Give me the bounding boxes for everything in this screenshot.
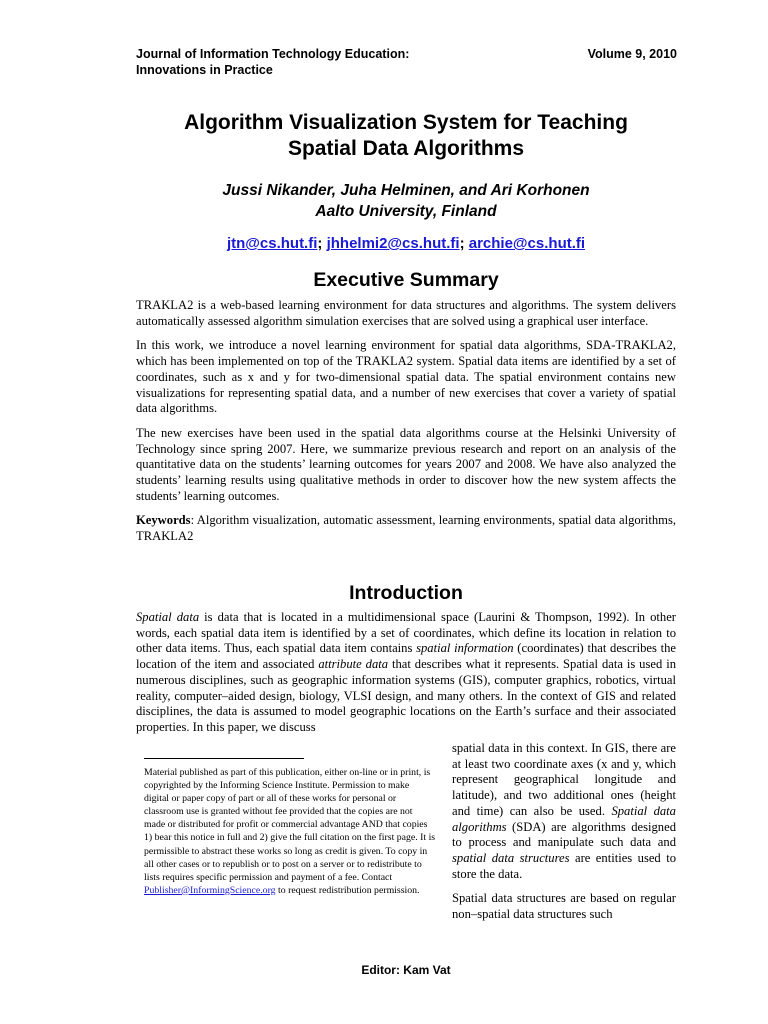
- author-affiliation: Aalto University, Finland: [315, 203, 497, 220]
- editor-credit: Editor: Kam Vat: [361, 963, 451, 977]
- volume-label: Volume 9, 2010: [587, 47, 677, 61]
- summary-paragraph: TRAKLA2 is a web-based learning environment for data structures and algorithms. The system delivers automatically assessed algorithm simulation exercises that are solved using a graphical user interface.: [136, 298, 676, 328]
- intro-paragraph: spatial data in this context. In GIS, there are at least two coordinate axes (x and y, which represent geographical longitude and latitude), and two additional ones (height and time) can also be used. Spatial data algorithms (SDA) are algorithms designed to process and manipulate such data and spatial data structures are entities used to store the data.: [452, 741, 676, 881]
- term-spatial-data-structures: spatial data structures: [452, 850, 570, 865]
- author-emails: [120, 234, 692, 254]
- author-names: Jussi Nikander, Juha Helminen, and Ari Korhonen: [222, 182, 590, 199]
- keywords-label: Keywords: [136, 513, 191, 528]
- email-link-nikander[interactable]: jtn@cs.hut.fi: [226, 235, 318, 252]
- journal-title-line1: Journal of Information Technology Education:: [136, 47, 410, 61]
- publisher-email-link[interactable]: Publisher@InformingScience.org: [144, 884, 276, 896]
- summary-paragraph: In this work, we introduce a novel learning environment for spatial data algorithms, SDA-TRAKLA2, which has been implemented on top of the TRAKLA2 system. Spatial data items are identified by a set of coordinates, such as x and y for two-dimensional spatial data. The spatial environment contains new visualizations for representing spatial data, and a number of new exercises that cover a variety of spatial data algorithms.: [136, 338, 676, 416]
- term-spatial-data-algorithms: Spatial data algorithms: [452, 803, 676, 834]
- introduction-right-column: [452, 741, 676, 923]
- summary-paragraph: The new exercises have been used in the spatial data algorithms course at the Helsinki University of Technology since spring 2007. Here, we summarize previous research and report on an analysis of the quantitative data on the students’ learning outcomes for years 2007 and 2008. We have also analyzed the students’ learning results using qualitative methods in order to discover how the new system affects the students’ learning outcomes.: [136, 425, 676, 503]
- term-spatial-information: spatial information: [416, 641, 514, 656]
- keywords: [136, 513, 676, 544]
- intro-paragraph: Spatial data structures are based on regular non–spatial data structures such: [452, 891, 676, 922]
- executive-summary-body: [136, 298, 676, 545]
- paper-title-line2: Spatial Data Algorithms: [287, 137, 525, 160]
- email-link-helminen[interactable]: jhhelmi2@cs.hut.fi: [326, 235, 460, 252]
- email-separator: ;: [317, 235, 327, 252]
- introduction-heading: Introduction: [349, 582, 463, 604]
- email-separator: ;: [459, 235, 469, 252]
- paper-title: [120, 110, 692, 162]
- term-attribute-data: attribute data: [318, 657, 389, 672]
- journal-title: [136, 46, 556, 78]
- keywords-text: : Algorithm visualization, automatic assessment, learning environments, spatial data algorithms, TRAKLA2: [136, 513, 676, 544]
- email-link-korhonen[interactable]: archie@cs.hut.fi: [468, 235, 586, 252]
- introduction-body: [136, 610, 676, 736]
- paper-title-line1: Algorithm Visualization System for Teaching: [184, 111, 628, 134]
- footnote-divider: [144, 758, 304, 759]
- copyright-footnote: Material published as part of this publication, either on-line or in print, is copyrighted by the Informing Science Institute. Permission to make digital or paper copy of part or all of these works for personal or classroom use is granted without fee provided that the copies are not made or distributed for profit or commercial advantage AND that copies 1) bear this notice in full and 2) give the full citation on the first page. It is permissible to abstract these works so long as credit is given. To copy in all other cases or to republish or to post on a server or to redistribute to lists requires specific permission and payment of a fee. Contact Publisher@InformingScience.org to request redistribution permission.: [144, 767, 436, 896]
- executive-summary-heading: Executive Summary: [313, 269, 499, 291]
- author-block: [120, 180, 692, 222]
- term-spatial-data: Spatial data: [136, 610, 200, 624]
- intro-paragraph: Spatial data is data that is located in a multidimensional space (Laurini & Thompson, 1992). In other words, each spatial data item is identified by a set of coordinates, which define its location in relation to other data items. Thus, each spatial data item contains spatial information (coordinates) that describes the location of the item and associated attribute data that describes what it represents. Spatial data is used in numerous disciplines, such as geographic information systems (GIS), computer graphics, robotics, virtual reality, computer–aided design, biology, VLSI design, and many others. In the context of GIS and related disciplines, the data is assumed to model geographic locations on the Earth’s surface and their associated properties. In this paper, we discuss: [136, 610, 676, 734]
- journal-title-line2: Innovations in Practice: [136, 63, 273, 77]
